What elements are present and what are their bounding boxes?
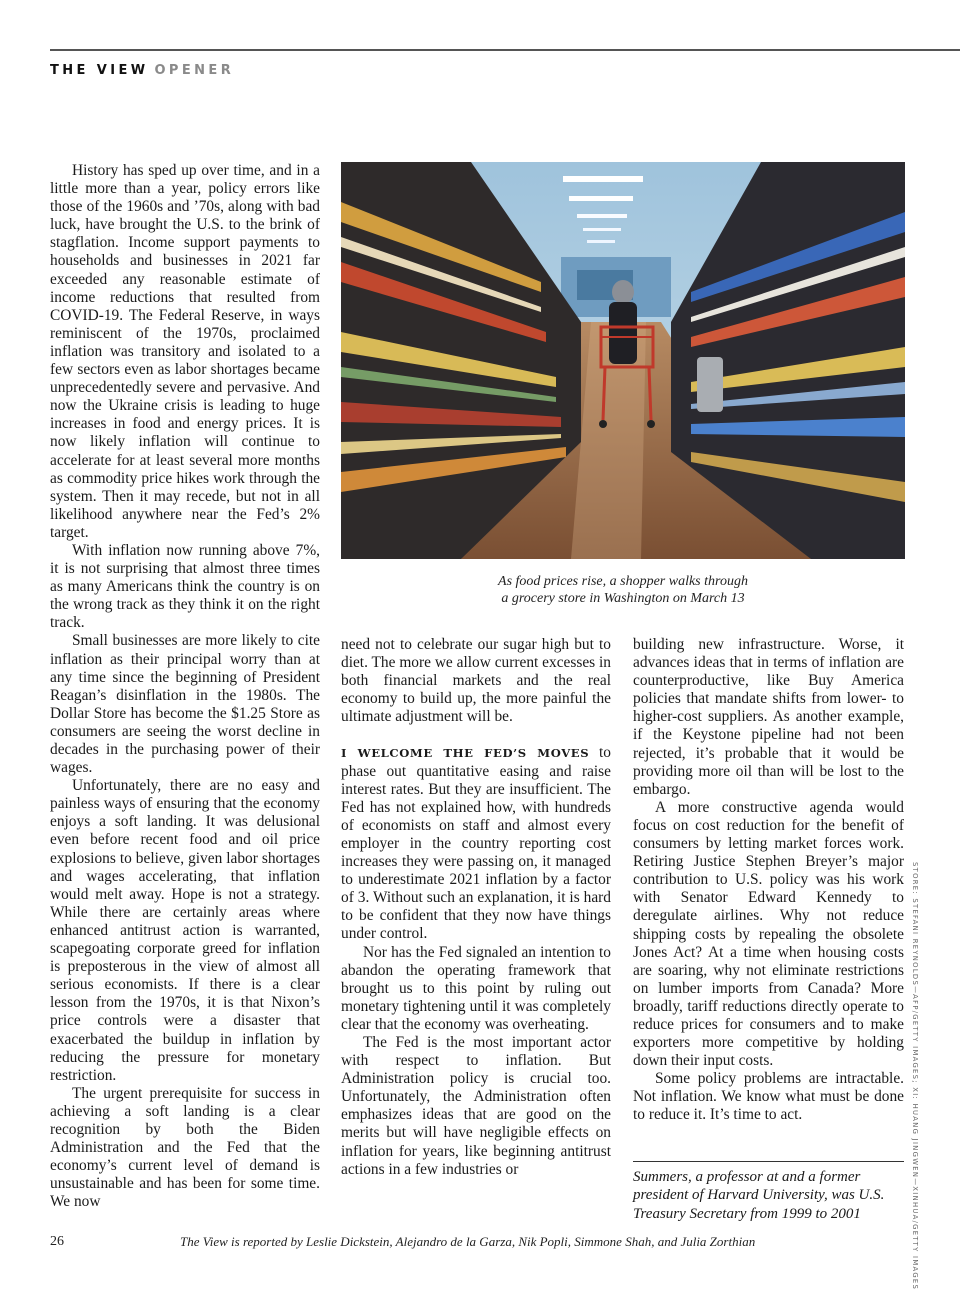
section-label [50, 63, 234, 78]
paragraph: The Fed is the most important actor with respect to inflation. But Administration policy is crucial too. Unfortunately, the Administration often emphasizes ideas that are good on the merits but will have negligible effects on inflation for years, like beginning antitrust actions in a few industries or [341, 1033, 611, 1178]
photo-credit-text: STORE: STEFANI REYNOLDS—AFP/GETTY IMAGES; XI: HUANG JINGWEN—XINHUA/GETTY IMAGES [911, 862, 919, 1290]
lead-in: I WELCOME THE FED’S MOVES [341, 746, 590, 761]
paragraph: History has sped up over time, and in a little more than a year, policy errors like those of the 1960s and ’70s, along with bad luck, have brought the U.S. to the brink of stagflation. Income support payments to households and businesses in 2021 far exceeded any reasonable estimate of income reductions that resulted from COVID-19. The Federal Reserve, in ways reminiscent of the 1970s, proclaimed inflation was transitory and isolated to a few sectors even as labor shortages became unprecedentedly severe and pervasive. And now the Ukraine crisis is leading to huge increases in food and energy prices. It is now likely inflation will continue to accelerate for at least several more months as commodity price hikes work through the system. Then it may recede, but not in all likelihood anywhere near the Fed’s 2% target. [50, 162, 320, 541]
paragraph: Some policy problems are intractable. Not inflation. We know what must be done to reduce it. It’s time to act. [633, 1070, 904, 1124]
page-number: 26 [50, 1234, 64, 1249]
photo-caption [341, 573, 905, 607]
article-column-1 [50, 162, 320, 1211]
author-bio: Summers, a professor at and a former president of Harvard University, was U.S. Treasury Secretary from 1999 to 2001 [633, 1169, 885, 1222]
article-column-2 [341, 636, 611, 1179]
paragraph: building new infrastructure. Worse, it advances ideas that in terms of inflation are counterproductive, like Buy America policies that mandate shifts from lower- to higher-cost suppliers. As another example, if the Keystone pipeline had not been rejected, it’s probable that it would be providing more oil than will be lost to the embargo. [633, 636, 904, 798]
section-name: THE VIEW [50, 63, 149, 78]
paragraph: Unfortunately, there are no easy and painless ways of ensuring that the economy enjoys a soft landing. It was delusional even before recent food and oil price explosions to believe, given labor shortages and wages accelerating, that inflation would melt away. Hope is not a strategy. While there are certainly areas where enhanced antitrust action is warranted, scapegoating corporate greed for inflation is preposterous in the view of almost all serious economists. If there is a clear lesson from the 1970s, it is that Nixon’s price controls were a disaster that exacerbated the buildup in inflation by reducing the pressure for monetary restriction. [50, 777, 320, 1084]
paragraph: A more constructive agenda would focus on cost reduction for the benefit of consumers by letting market forces work. Retiring Justice Stephen Breyer’s major contribution to U.S. policy was his work with Senator Edward Kennedy to deregulate airlines. Why not reduce shipping costs by repealing the obsolete Jones Act? At a time when housing costs are soaring, why not eliminate restrictions on lumber imports from Canada? More broadly, tariff reductions directly operate to reduce prices for consumers and to make exporters more competitive by holding down their input costs. [633, 798, 904, 1070]
section-lead-paragraph [341, 744, 611, 943]
caption-line-1: As food prices rise, a shopper walks through [498, 574, 748, 589]
subsection-name: OPENER [154, 63, 235, 78]
caption-line-2: a grocery store in Washington on March 13 [501, 591, 745, 606]
grocery-store-photo [341, 162, 905, 559]
photo-credit [911, 862, 927, 1290]
paragraph: Small businesses are more likely to cite inflation as their principal worry than at any time since the beginning of President Reagan’s disinflation in the 1980s. The Dollar Store has become the $1.25 Store as consumers are seeing the worst decline in decades in the purchasing power of their wages. [50, 632, 320, 777]
bio-rule [633, 1161, 904, 1162]
article-column-3 [633, 636, 904, 1125]
lead-in-text: to phase out quantitative easing and raise interest rates. But they are insufficient. The Fed has not explained how, with hundreds of economists on staff and almost every employer in the country reporting cost increases they were passing on, it managed to underestimate 2021 inflation by a factor of 3. Without such an explanation, it is hard to be confident that they now have things under control. [341, 744, 611, 943]
paragraph: The urgent prerequisite for success in achieving a soft landing is a clear recognition by both the Biden Administration and the Fed that the economy’s current level of demand is unsustainable and has been for some time. We now [50, 1084, 320, 1211]
reporters-credit: The View is reported by Leslie Dickstein, Alejandro de la Garza, Nik Popli, Simmone Shah, and Julia Zorthian [180, 1234, 756, 1249]
header-rule [50, 49, 960, 51]
paragraph: need not to celebrate our sugar high but to diet. The more we allow current excesses in both financial markets and the real economy to build up, the more painful the ultimate adjustment will be. [341, 636, 611, 726]
paragraph: With inflation now running above 7%, it is not surprising that almost three times as many Americans think the country is on the wrong track as they think it on the right track. [50, 541, 320, 632]
paragraph: Nor has the Fed signaled an intention to abandon the operating framework that brought us to this point by ruling out monetary tightening until it was completely clear that the economy was overheating. [341, 943, 611, 1033]
